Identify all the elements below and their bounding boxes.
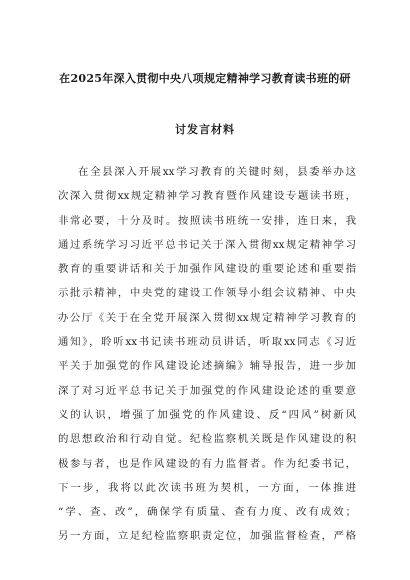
document-title-line-1: 在2025年深入贯彻中央八项规定精神学习教育读书班的研 [59,72,351,85]
body-line: 深了对习近平总书记关于加强党的作风建设论述的重要意 [58,384,356,397]
body-line: 平关于加强党的作风建设论述摘编》辅导报告，进一步加 [58,360,356,373]
body-line: 极参与者，也是作风建设的有力监督者。作为纪委书记， [58,457,356,470]
body-line: 办公厅《关于在全党开展深入贯彻xx规定精神学习教育的 [58,311,356,324]
body-line: 通过系统学习习近平总书记关于深入贯彻xx规定精神学习 [58,238,356,251]
body-line: 教育的重要讲话和关于加强作风建设的重要论述和重要指 [58,263,356,276]
body-line: 在全县深入开展xx学习教育的关键时刻，县委举办这 [78,166,356,178]
document-body [58,160,356,549]
body-line: 通知》，聆听xx书记读书班动员讲话，听取xx同志《习近 [58,336,356,349]
document-title-line-2: 讨发言材料 [175,123,235,136]
body-line: 义的认识，增强了加强党的作风建设、反“四风”树新风 [58,408,356,421]
body-line: “学、查、改”，确保学有质量、查有力度、改有成效； [58,506,356,519]
body-line: 的思想政治和行动自觉。纪检监察机关既是作风建设的积 [58,433,356,446]
body-line: 另一方面，立足纪检监察职责定位，加强监督检查，严格 [58,530,356,543]
body-line: 非常必要，十分及时。按照读书班统一安排，连日来，我 [58,214,356,227]
body-line: 下一步，我将以此次读书班为契机，一方面，一体推进 [58,481,356,494]
body-line: 示批示精神，中央党的建设工作领导小组会议精神、中央 [58,287,356,300]
body-line: 次深入贯彻xx规定精神学习教育暨作风建设专题读书班， [58,190,356,203]
